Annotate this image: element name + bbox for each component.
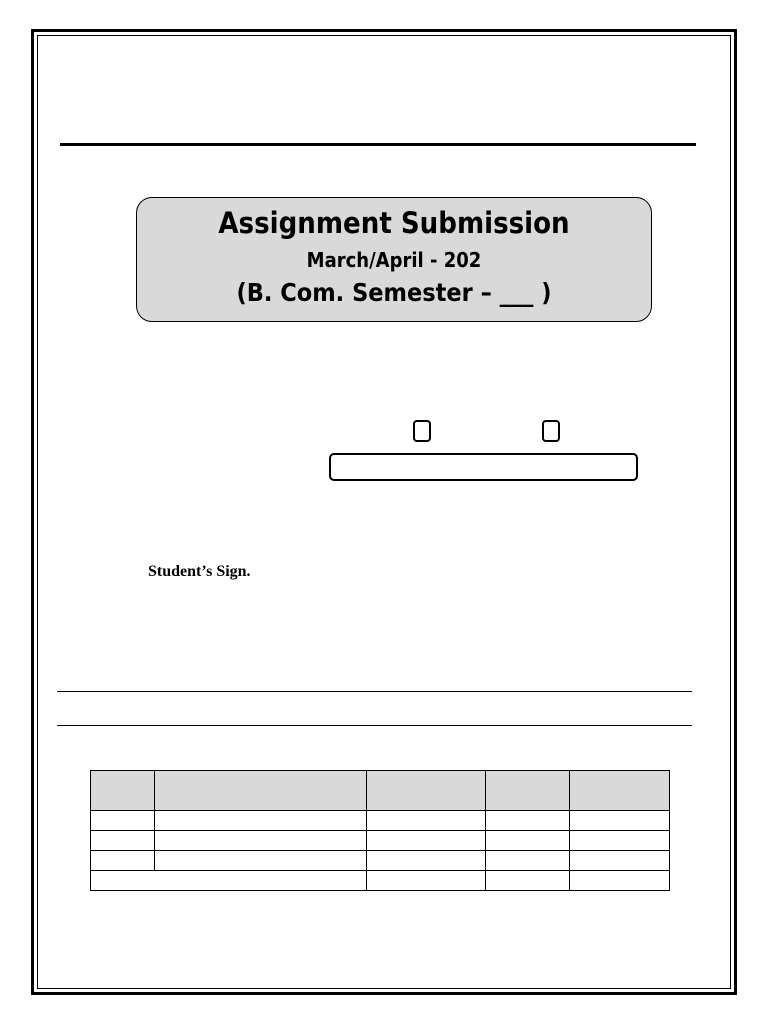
marks-table <box>90 770 670 891</box>
table-cell <box>367 871 486 891</box>
student-sign-label: Student’s Sign. <box>148 563 251 580</box>
text-input-box[interactable] <box>329 453 638 481</box>
semester-label: (B. Com. Semester – ___ ) <box>236 278 552 307</box>
table-cell <box>570 871 670 891</box>
table-header-cell <box>486 771 570 811</box>
option-checkbox-1[interactable] <box>413 420 431 442</box>
table-cell <box>91 831 155 851</box>
table-cell <box>486 871 570 891</box>
table-cell <box>486 851 570 871</box>
divider-line-1 <box>57 691 692 692</box>
table-header-cell <box>155 771 367 811</box>
table-cell <box>570 811 670 831</box>
session-label: March/April - 202 <box>306 248 482 272</box>
table-cell <box>486 831 570 851</box>
table-cell <box>155 811 367 831</box>
table-cell <box>91 851 155 871</box>
table-cell <box>367 811 486 831</box>
table-cell <box>570 831 670 851</box>
table-cell <box>367 851 486 871</box>
header-rule <box>60 143 696 146</box>
table-row <box>91 851 670 871</box>
table-cell <box>155 851 367 871</box>
table-cell <box>155 831 367 851</box>
option-checkbox-2[interactable] <box>542 420 560 442</box>
table-row <box>91 831 670 851</box>
table-total-row <box>91 871 670 891</box>
page-title: Assignment Submission <box>218 206 570 240</box>
table-header-row <box>91 771 670 811</box>
table-cell <box>91 811 155 831</box>
table-header-cell <box>570 771 670 811</box>
table-cell <box>91 871 367 891</box>
divider-line-2 <box>57 725 692 726</box>
table-cell <box>486 811 570 831</box>
table-header-cell <box>91 771 155 811</box>
title-box <box>136 197 652 322</box>
table-row <box>91 811 670 831</box>
table-cell <box>367 831 486 851</box>
table-header-cell <box>367 771 486 811</box>
table-cell <box>570 851 670 871</box>
